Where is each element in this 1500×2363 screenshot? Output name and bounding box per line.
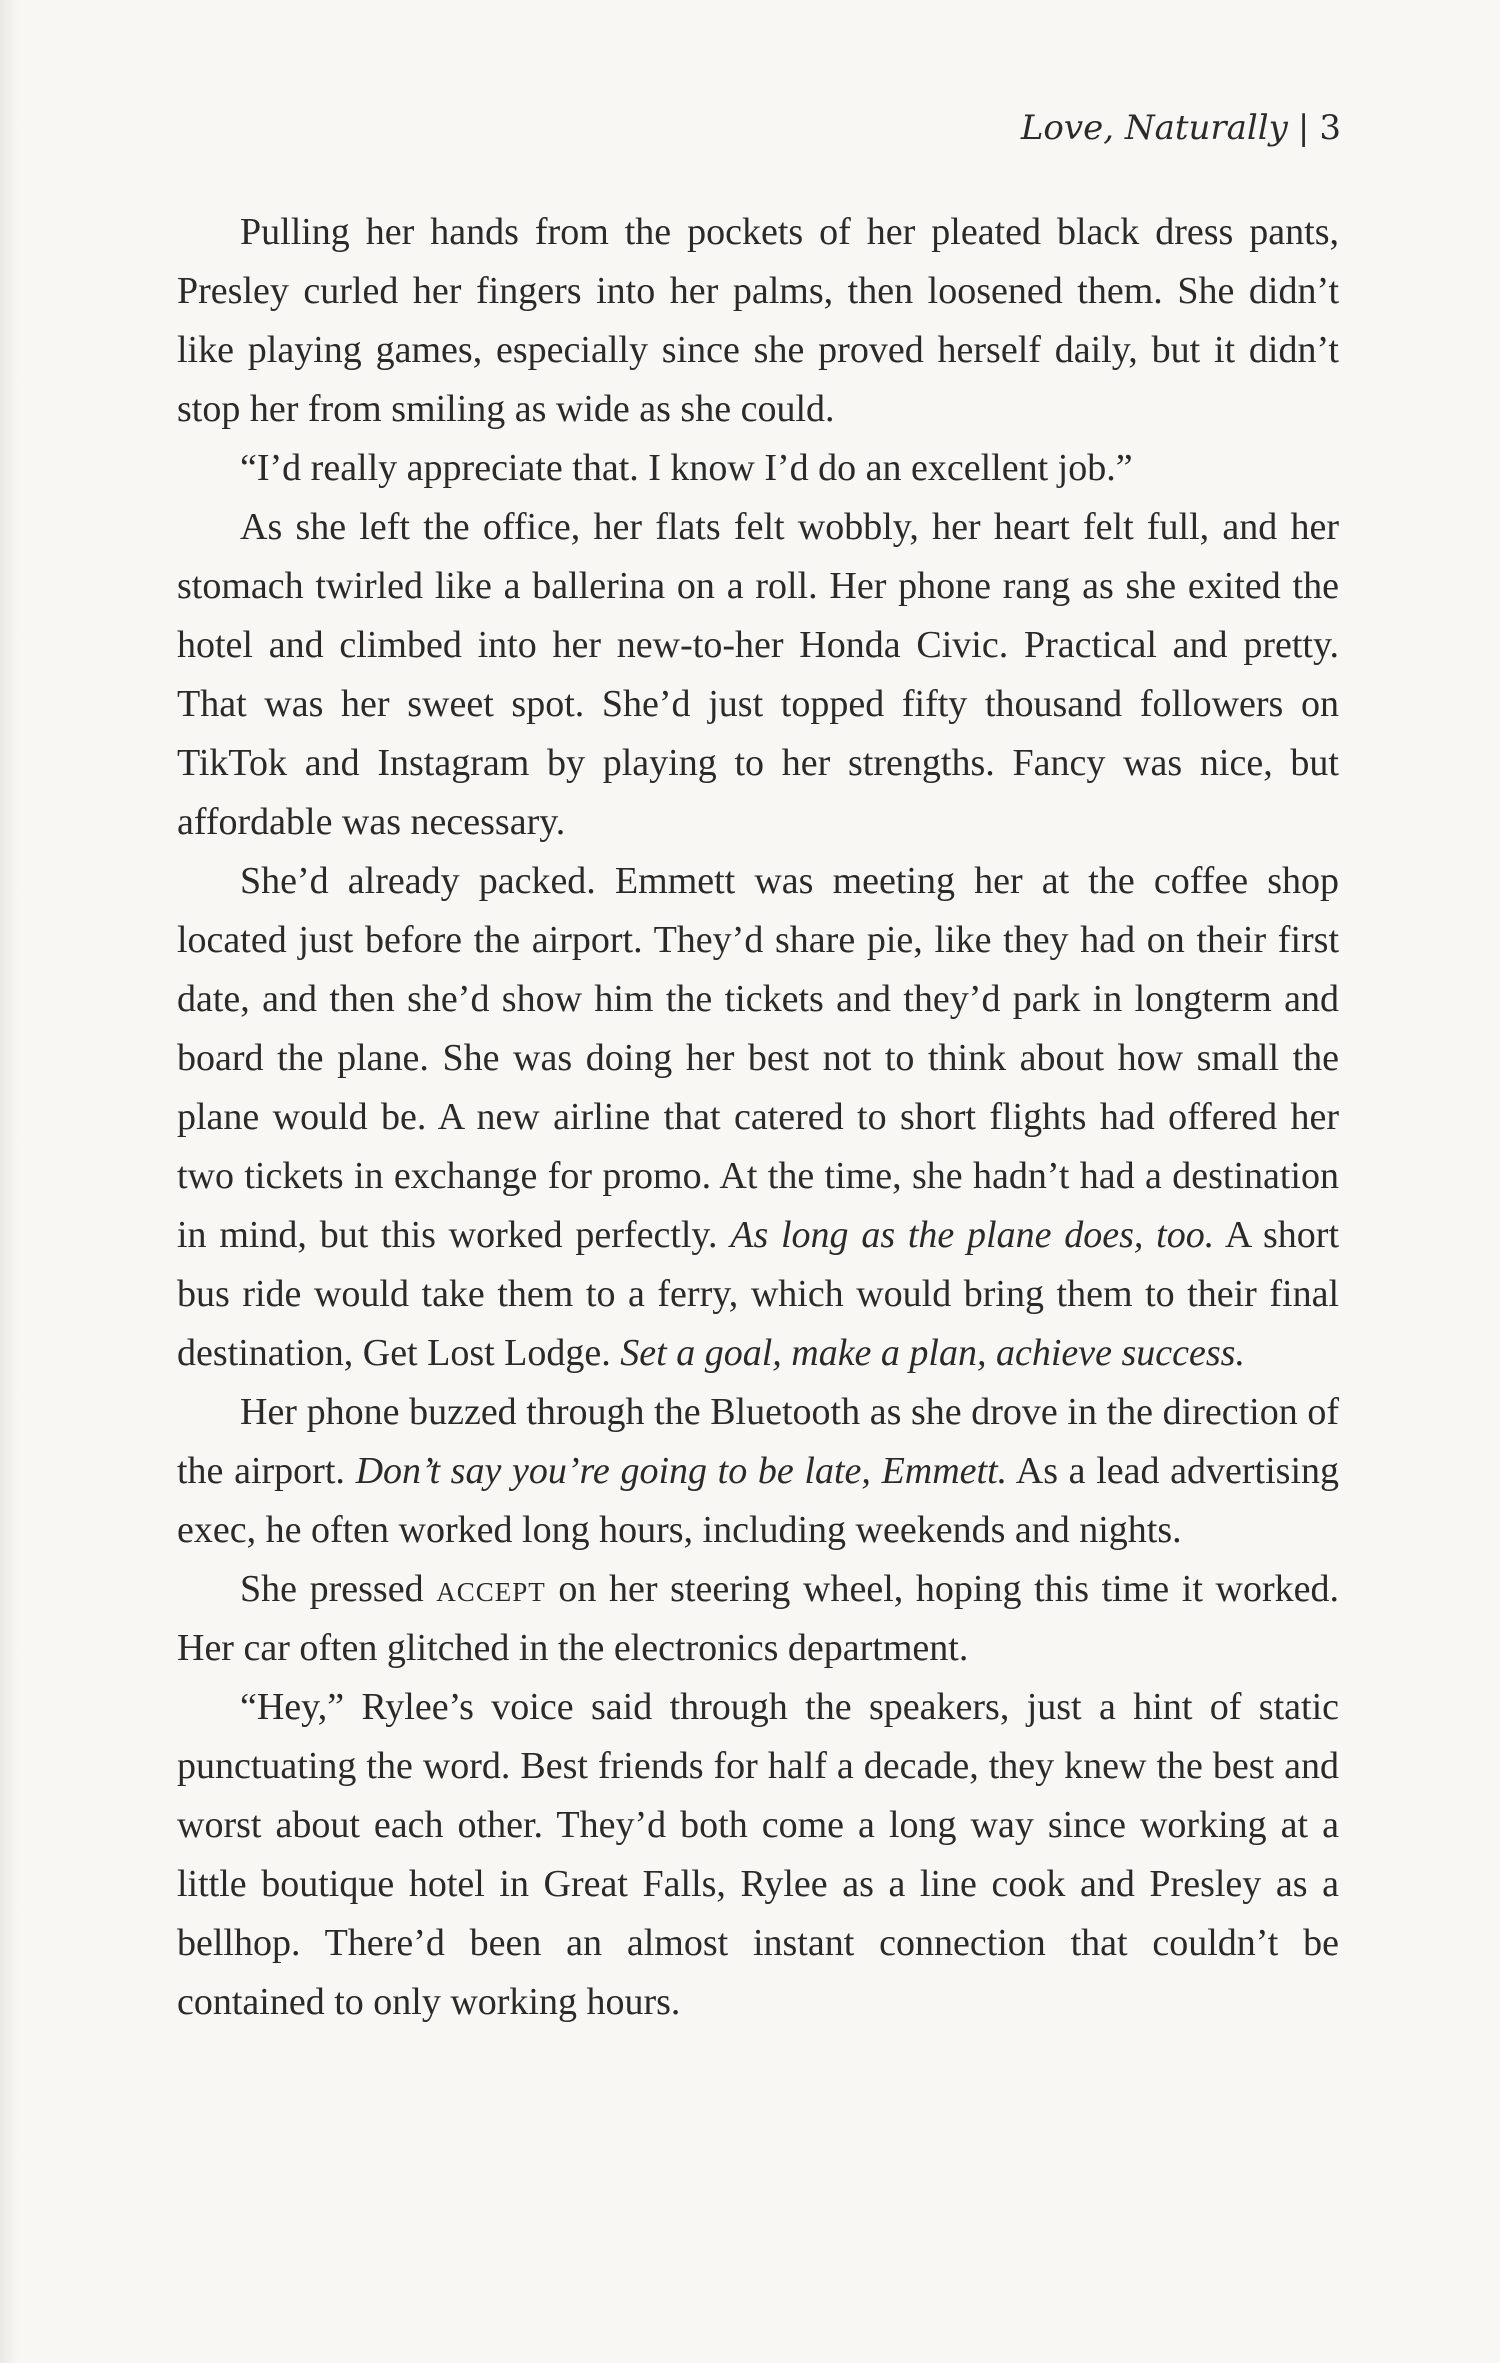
running-header bbox=[1021, 108, 1341, 148]
running-header-separator: | bbox=[1297, 108, 1310, 148]
text-segment: A short bus ride would take them to a ferry, which would bring them to their final destination, Get Lost Lodge. bbox=[177, 1214, 1340, 1374]
italic-text: Set a goal, make a plan, achieve success. bbox=[620, 1332, 1245, 1374]
body-text bbox=[177, 203, 1339, 2032]
paragraph bbox=[177, 852, 1339, 1383]
paragraph bbox=[177, 1678, 1339, 2032]
text-segment: She pressed bbox=[240, 1568, 437, 1610]
text-segment: As she left the office, her flats felt wobbly, her heart felt full, and her stomach twirled like a ballerina on a roll. Her phone rang as she exited the hotel and climbed into her new-to-her Honda Civic. Practical and pretty. That was her sweet spot. She’d just topped fifty thousand followers on TikTok and Instagram by playing to her strengths. Fancy was nice, but affordable was necessary. bbox=[177, 506, 1339, 843]
text-segment: “I’d really appreciate that. I know I’d do an excellent job.” bbox=[240, 447, 1133, 489]
paragraph bbox=[177, 1383, 1339, 1560]
paragraph bbox=[177, 439, 1339, 498]
text-segment: on her steering wheel, hoping this time it worked. Her car often glitched in the electronics department. bbox=[177, 1568, 1339, 1669]
text-segment: As a lead advertising exec, he often worked long hours, including weekends and nights. bbox=[177, 1450, 1339, 1551]
text-segment: Pulling her hands from the pockets of her pleated black dress pants, Presley curled her fingers into her palms, then loosened them. She didn’t like playing games, especially since she proved herself daily, but it didn’t stop her from smiling as wide as she could. bbox=[177, 211, 1339, 430]
page-gutter-shadow bbox=[0, 0, 18, 2363]
italic-text: As long as the plane does, too. bbox=[730, 1214, 1215, 1256]
text-segment: “Hey,” Rylee’s voice said through the speakers, just a hint of static punctuating the word. Best friends for half a decade, they knew the best and worst about each other. They’d both come a long way since working at a little boutique hotel in Great Falls, Rylee as a line cook and Presley as a bellhop. There’d been an almost instant connection that couldn’t be contained to only working hours. bbox=[177, 1686, 1339, 2023]
italic-text: Don’t say you’re going to be late, Emmett. bbox=[355, 1450, 1008, 1492]
paragraph bbox=[177, 1560, 1339, 1678]
page-number: 3 bbox=[1319, 108, 1341, 148]
paragraph bbox=[177, 498, 1339, 852]
small-caps-text: accept bbox=[436, 1568, 546, 1610]
text-segment: She’d already packed. Emmett was meeting her at the coffee shop located just before the airport. They’d share pie, like they had on their first date, and then she’d show him the tickets and they’d park in longterm and board the plane. She was doing her best not to think about how small the plane would be. A new airline that catered to short flights had offered her two tickets in exchange for promo. At the time, she hadn’t had a destination in mind, but this worked perfectly. bbox=[177, 860, 1339, 1256]
text-segment: Her phone buzzed through the Bluetooth as she drove in the direction of the airport. bbox=[177, 1391, 1339, 1492]
running-header-title: Love, Naturally bbox=[1020, 108, 1288, 148]
paragraph bbox=[177, 203, 1339, 439]
